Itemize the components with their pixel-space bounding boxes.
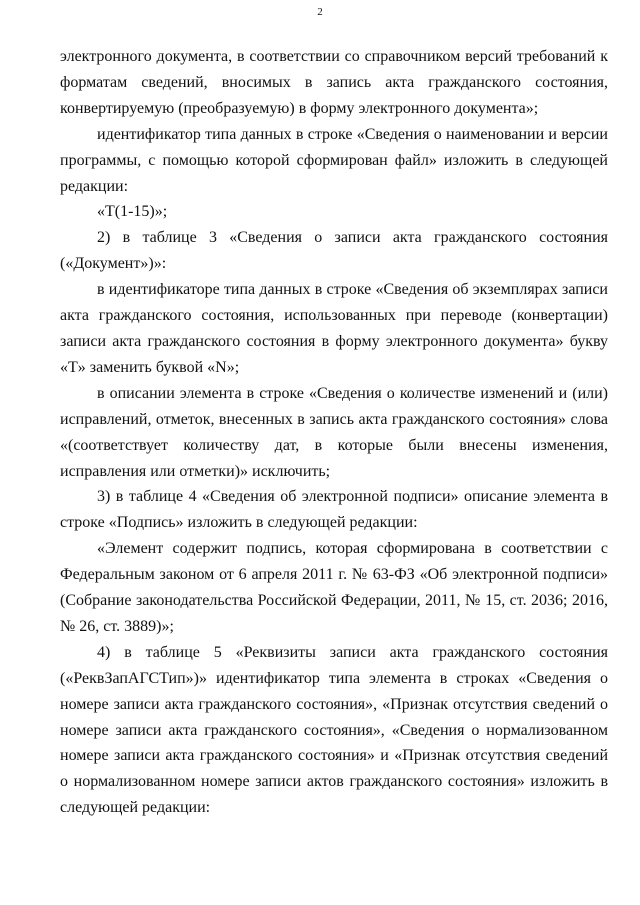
paragraph-2: идентификатор типа данных в строке «Сведения о наименовании и версии программы, с помощью которой сформирован файл» изложить в следующей редакции: (60, 125, 608, 195)
document-body (60, 44, 608, 821)
paragraph-7: 3) в таблице 4 «Сведения об электронной подписи» описание элемента в строке «Подпись» изложить в следующей редакции: (60, 488, 608, 532)
paragraph-5: в идентификаторе типа данных в строке «Сведения об экземплярах записи акта гражданского состояния, использованных при переводе (конвертации) записи акта гражданского состояния в форму электронного документа» букву «T» заменить буквой «N»; (60, 281, 608, 376)
paragraph-1: электронного документа, в соответствии со справочником версий требований к форматам сведений, вносимых в запись акта гражданского состояния, конвертируемую (преобразуемую) в форму электронного документа»; (60, 48, 608, 117)
paragraph-6: в описании элемента в строке «Сведения о количестве изменений и (или) исправлений, отметок, внесенных в запись акта гражданского состояния» слова «(соответствует количеству дат, в которые были внесены изменения, исправления или отметки)» исключить; (60, 384, 608, 480)
paragraph-4: 2) в таблице 3 «Сведения о записи акта гражданского состояния («Документ»)»: (60, 229, 608, 273)
paragraph-9: 4) в таблице 5 «Реквизиты записи акта гражданского состояния («РеквЗапАГСТип»)» идентификатор типа элемента в строках «Сведения о номере записи акта гражданского состояния», «Признак отсутствия сведений о номере записи акта гражданского состояния», «Сведения о нормализованном номере записи акта гражданского состояния» и «Признак отсутствия сведений о нормализованном номере записи актов гражданского состояния» изложить в следующей редакции: (60, 643, 608, 817)
page-number: 2 (317, 6, 323, 18)
paragraph-8: «Элемент содержит подпись, которая сформирована в соответствии с Федеральным законом от 6 апреля 2011 г. № 63-ФЗ «Об электронной подписи» (Собрание законодательства Российской Федерации, 2011, № 15, ст. 2036; 2016, № 26, ст. 3889)»; (60, 540, 608, 635)
paragraph-3: «T(1-15)»; (97, 203, 168, 221)
